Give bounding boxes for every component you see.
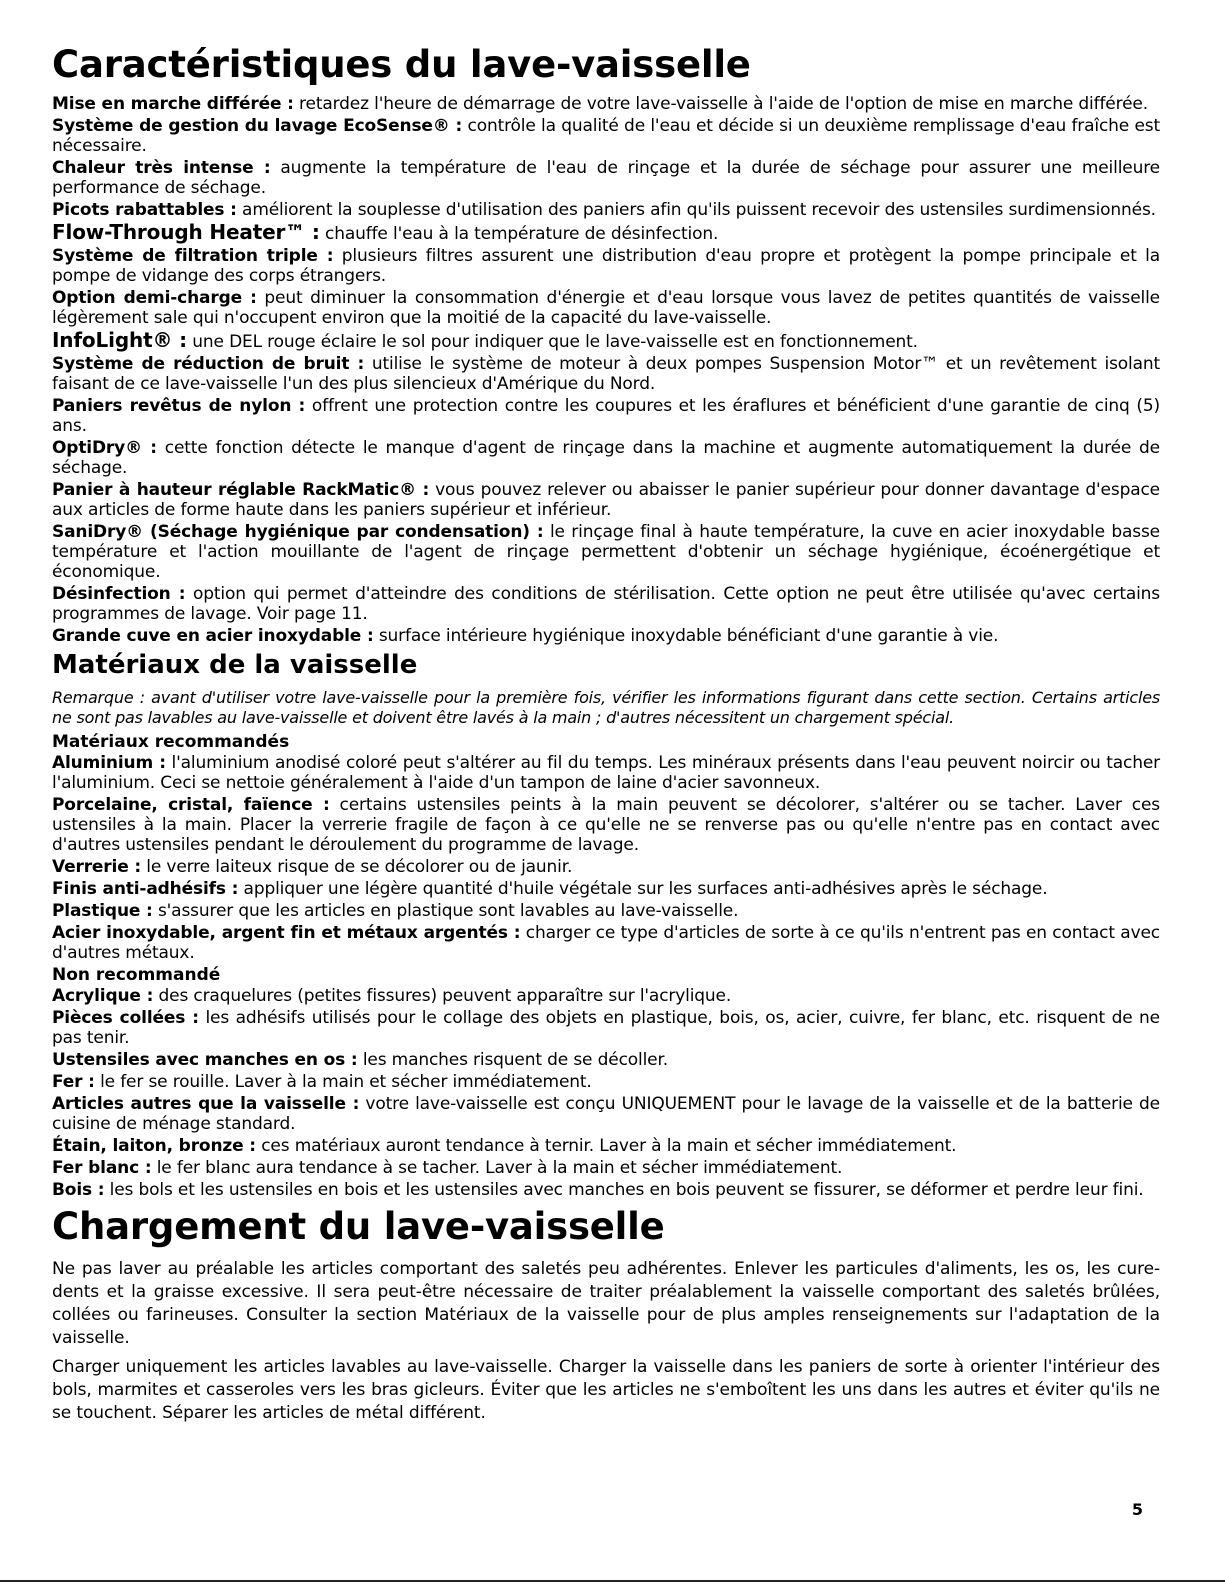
material-item: [52, 1136, 1160, 1156]
material-item: [52, 1072, 1160, 1092]
material-text: certains ustensiles peints à la main peuvent se décolorer, s'altérer ou se tacher. Laver ces ustensiles à la main. Placer la verrerie fragile de façon à ce qu'elle ne se renverse pas ou qu'elle n'entre pas en contact avec d'autres ustensiles pendant le déroulement du programme de lavage.: [52, 795, 1160, 855]
feature-term: Désinfection :: [52, 584, 186, 604]
feature-text: peut diminuer la consommation d'énergie et d'eau lorsque vous lavez de petites quantités de vaisselle légèrement sale qui n'occupent environ que la moitié de la capacité du lave-vaisselle.: [52, 288, 1160, 328]
feature-text: surface intérieure hygiénique inoxydable bénéficiant d'une garantie à vie.: [373, 626, 999, 646]
material-item: [52, 923, 1160, 963]
material-item: [52, 1158, 1160, 1178]
feature-text: contrôle la qualité de l'eau et décide si un deuxième remplissage d'eau fraîche est nécessaire.: [52, 116, 1160, 156]
material-text: des craquelures (petites fissures) peuvent apparaître sur l'acrylique.: [153, 986, 732, 1006]
material-item: [52, 879, 1160, 899]
feature-text: augmente la température de l'eau de rinçage et la durée de séchage pour assurer une meilleure performance de séchage.: [52, 158, 1160, 198]
material-term: Fer blanc :: [52, 1158, 152, 1178]
feature-item: [52, 354, 1160, 394]
loading-paragraph: Charger uniquement les articles lavables au lave-vaisselle. Charger la vaisselle dans les paniers de sorte à orienter l'intérieur des bols, marmites et casseroles vers les bras gicleurs. Éviter que les articles ne s'emboîtent les uns dans les autres et éviter qu'ils ne se touchent. Séparer les articles de métal différent.: [52, 1357, 1160, 1423]
feature-text: le rinçage final à haute température, la cuve en acier inoxydable basse température et l'action mouillante de l'agent de rinçage permettent d'obtenir un séchage hygiénique, écoénergétique et économique.: [52, 522, 1160, 582]
feature-text: plusieurs filtres assurent une distribution d'eau propre et protègent la pompe principale et la pompe de vidange des corps étrangers.: [52, 246, 1160, 286]
document-page: [52, 40, 1160, 1431]
feature-term: Système de filtration triple :: [52, 246, 334, 266]
material-text: ces matériaux auront tendance à ternir. Laver à la main et sécher immédiatement.: [255, 1136, 957, 1156]
feature-term: Option demi-charge :: [52, 288, 257, 308]
material-item: [52, 986, 1160, 1006]
material-item: [52, 901, 1160, 921]
feature-term: Système de gestion du lavage EcoSense® :: [52, 116, 463, 136]
feature-item: [52, 222, 1160, 244]
page-number: 5: [1131, 1500, 1143, 1519]
feature-term: Paniers revêtus de nylon :: [52, 396, 306, 416]
not-recommended-list: [52, 986, 1160, 1200]
material-text: votre lave-vaisselle est conçu UNIQUEMENT pour le lavage de la vaisselle et de la batterie de cuisine de ménage standard.: [52, 1094, 1160, 1134]
material-term: Pièces collées :: [52, 1008, 199, 1028]
feature-item: [52, 288, 1160, 328]
material-term: Porcelaine, cristal, faïence :: [52, 795, 330, 815]
section-title-features: Caractéristiques du lave-vaisselle: [52, 43, 751, 86]
feature-term: Système de réduction de bruit :: [52, 354, 365, 374]
material-term: Finis anti-adhésifs :: [52, 879, 239, 899]
not-recommended-heading: Non recommandé: [52, 965, 221, 985]
material-term: Étain, laiton, bronze :: [52, 1136, 256, 1156]
feature-text: chauffe l'eau à la température de désinfection.: [319, 224, 719, 244]
recommended-list: [52, 753, 1160, 963]
material-text: le verre laiteux risque de se décolorer ou de jaunir.: [141, 857, 573, 877]
feature-term: Mise en marche différée :: [52, 94, 294, 114]
features-list: [52, 94, 1160, 646]
feature-text: vous pouvez relever ou abaisser le panier supérieur pour donner davantage d'espace aux articles de forme haute dans les paniers supérieur et inférieur.: [52, 480, 1160, 520]
feature-term: Chaleur très intense :: [52, 158, 271, 178]
recommended-heading: Matériaux recommandés: [52, 732, 290, 752]
feature-text: une DEL rouge éclaire le sol pour indiquer que le lave-vaisselle est en fonctionnement.: [187, 332, 918, 352]
feature-item: [52, 522, 1160, 582]
material-item: [52, 1008, 1160, 1048]
feature-item: [52, 330, 1160, 352]
feature-term: Grande cuve en acier inoxydable :: [52, 626, 374, 646]
material-item: [52, 1094, 1160, 1134]
material-item: [52, 857, 1160, 877]
material-term: Acrylique :: [52, 986, 154, 1006]
material-item: [52, 795, 1160, 855]
material-term: Aluminium :: [52, 753, 166, 773]
feature-term: SaniDry® (Séchage hygiénique par condensation) :: [52, 522, 544, 542]
feature-item: [52, 584, 1160, 624]
section-title-materials: Matériaux de la vaisselle: [52, 650, 418, 680]
feature-text: améliorent la souplesse d'utilisation des paniers afin qu'ils puissent recevoir des ustensiles surdimensionnés.: [236, 200, 1156, 220]
feature-item: [52, 200, 1160, 220]
materials-note: Remarque : avant d'utiliser votre lave-vaisselle pour la première fois, vérifier les informations figurant dans cette section. Certains articles ne sont pas lavables au lave-vaisselle et doivent être lavés à la main ; d'autres nécessitent un chargement spécial.: [52, 688, 1160, 727]
material-text: l'aluminium anodisé coloré peut s'altérer au fil du temps. Les minéraux présents dans l'eau peuvent noircir ou tacher l'aluminium. Ceci se nettoie généralement à l'aide d'un tampon de laine d'acier savonneux.: [52, 753, 1160, 793]
feature-item: [52, 246, 1160, 286]
material-term: Acier inoxydable, argent fin et métaux argentés :: [52, 923, 521, 943]
feature-item: [52, 438, 1160, 478]
feature-text: utilise le système de moteur à deux pompes Suspension Motor™ et un revêtement isolant faisant de ce lave-vaisselle l'un des plus silencieux d'Amérique du Nord.: [52, 354, 1161, 394]
material-item: [52, 1050, 1160, 1070]
feature-text: cette fonction détecte le manque d'agent de rinçage dans la machine et augmente automatiquement la durée de séchage.: [52, 438, 1160, 478]
material-text: s'assurer que les articles en plastique sont lavables au lave-vaisselle.: [152, 901, 739, 921]
feature-item: [52, 626, 1160, 646]
material-text: le fer se rouille. Laver à la main et sécher immédiatement.: [94, 1072, 592, 1092]
feature-term: Flow-Through Heater™ :: [52, 220, 320, 244]
material-term: Fer :: [52, 1072, 95, 1092]
material-item: [52, 1180, 1160, 1200]
feature-term: Panier à hauteur réglable RackMatic® :: [52, 480, 430, 500]
material-text: les manches risquent de se décoller.: [357, 1050, 668, 1070]
feature-text: option qui permet d'atteindre des conditions de stérilisation. Cette option ne peut être utilisée qu'avec certains programmes de lavage. Voir page 11.: [52, 584, 1161, 624]
material-text: charger ce type d'articles de sorte à ce qu'ils n'entrent pas en contact avec d'autres métaux.: [52, 923, 1160, 963]
material-term: Plastique :: [52, 901, 153, 921]
section-title-loading: Chargement du lave-vaisselle: [52, 1205, 665, 1248]
loading-paragraph: Ne pas laver au préalable les articles comportant des saletés peu adhérentes. Enlever les particules d'aliments, les os, les cure-dents et la graisse excessive. Il sera peut-être nécessaire de traiter préalablement la vaisselle comportant des saletés brûlées, collées ou farineuses. Consulter la section Matériaux de la vaisselle pour de plus amples renseignements sur l'adaptation de la vaisselle.: [52, 1259, 1160, 1348]
material-item: [52, 753, 1160, 793]
material-term: Verrerie :: [52, 857, 142, 877]
feature-item: [52, 158, 1160, 198]
material-text: les adhésifs utilisés pour le collage des objets en plastique, bois, os, acier, cuivre, fer blanc, etc. risquent de ne pas tenir.: [52, 1008, 1160, 1048]
feature-item: [52, 396, 1160, 436]
material-term: Articles autres que la vaisselle :: [52, 1094, 360, 1114]
material-term: Bois :: [52, 1180, 105, 1200]
feature-item: [52, 94, 1160, 114]
feature-term: InfoLight® :: [52, 328, 187, 352]
material-text: les bols et les ustensiles en bois et les ustensiles avec manches en bois peuvent se fissurer, se déformer et perdre leur fini.: [104, 1180, 1144, 1200]
material-text: le fer blanc aura tendance à se tacher. Laver à la main et sécher immédiatement.: [151, 1158, 843, 1178]
page-bottom-rule: [0, 1580, 1225, 1582]
material-term: Ustensiles avec manches en os :: [52, 1050, 358, 1070]
feature-text: offrent une protection contre les coupures et les éraflures et bénéficient d'une garantie de cinq (5) ans.: [52, 396, 1161, 436]
feature-item: [52, 480, 1160, 520]
feature-term: Picots rabattables :: [52, 200, 237, 220]
material-text: appliquer une légère quantité d'huile végétale sur les surfaces anti-adhésives après le séchage.: [238, 879, 1048, 899]
feature-item: [52, 116, 1160, 156]
feature-term: OptiDry® :: [52, 438, 157, 458]
feature-text: retardez l'heure de démarrage de votre lave-vaisselle à l'aide de l'option de mise en marche différée.: [293, 94, 1148, 114]
